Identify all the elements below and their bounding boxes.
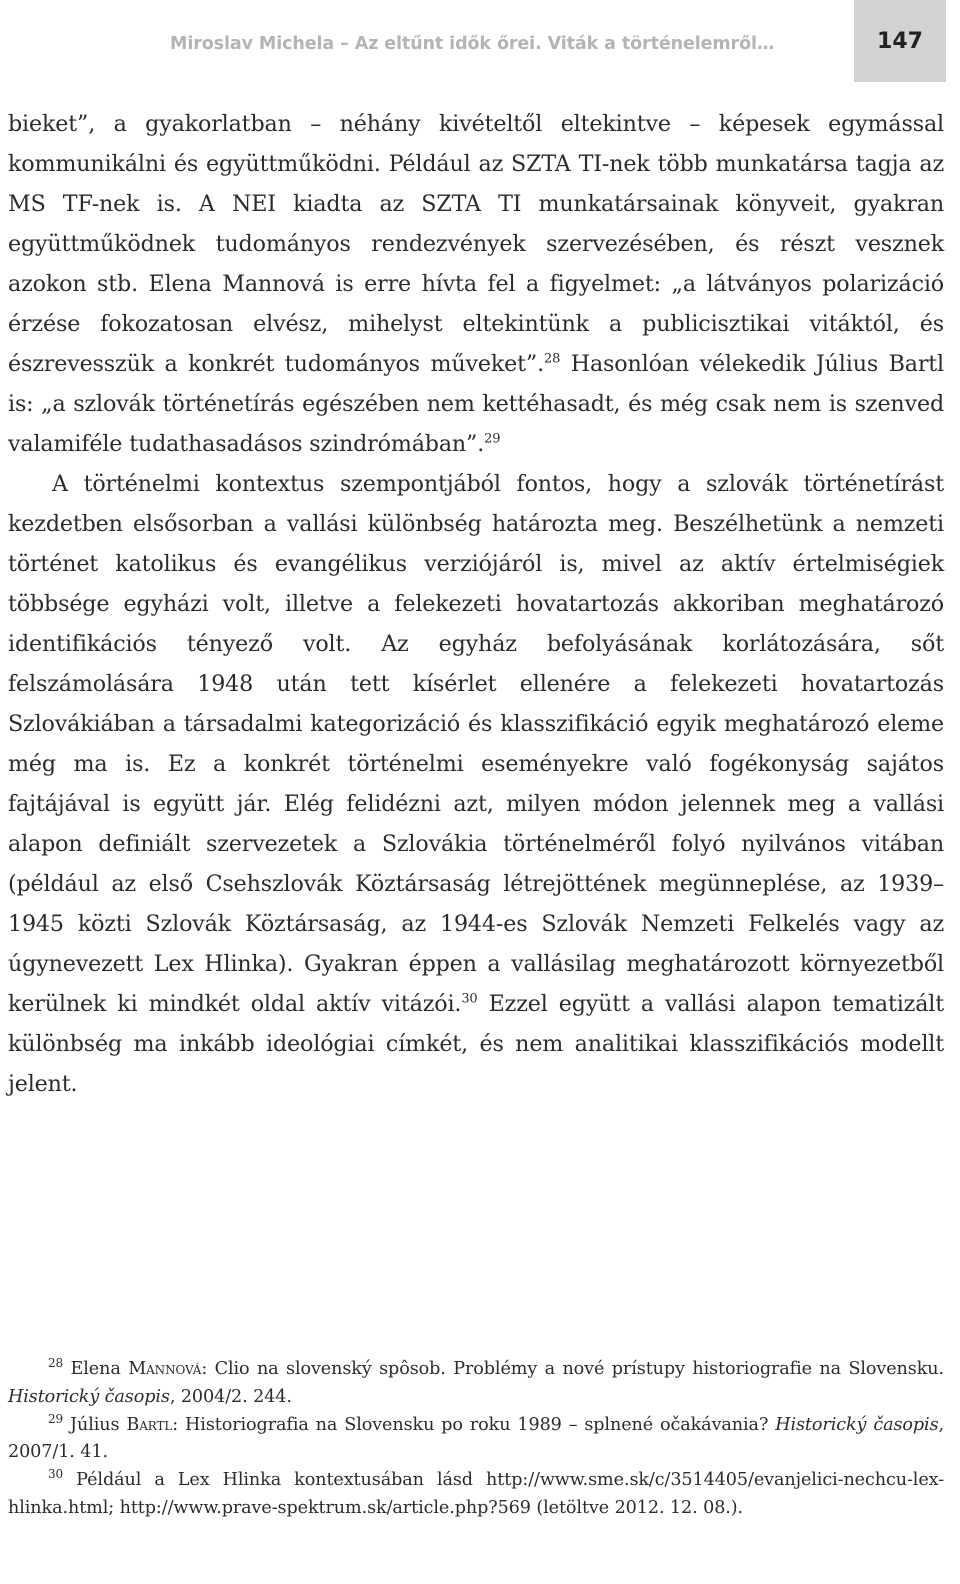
footnote-number: 29	[48, 1411, 64, 1426]
footnote-text: : Historiografia na Slovensku po roku 1989 – splnené očakávania?	[172, 1414, 776, 1435]
footnote-number: 28	[48, 1356, 64, 1371]
footnote-author-first: Elena	[70, 1359, 129, 1379]
footnote-author-first: Július	[70, 1414, 127, 1435]
footnote-citation: , 2007/1. 41.	[8, 1414, 945, 1463]
page-number: 147	[854, 0, 946, 82]
paragraph-1-part-1: bieket”, a gyakorlatban – néhány kivételtől eltekintve – képesek egymással kommunikálni és együttműködni. Például az SZTA TI-nek több munkatársa tagja az MS TF-nek is. A NEI kiadta az SZTA TI munkatársainak könyveit, gyakran együttműködnek tudományos rendezvények szervezésében, és részt vesznek azokon stb. Elena Mannová is erre hívta fel a figyelmet: „a látványos polarizáció érzése fokozatosan elvész, mihelyst eltekintünk a publicisztikai vitáktól, és észrevesszük a konkrét tudományos műveket”.	[8, 111, 944, 377]
footnote-author-last: Mannová	[128, 1359, 202, 1379]
footnote-ref-29[interactable]: 29	[484, 431, 501, 447]
main-text	[8, 104, 944, 1104]
footnote-29	[8, 1412, 944, 1468]
paragraph-2-part-2: Ezzel együtt a vallási alapon tematizált különbség ma inkább ideológiai címkét, és nem analitikai klasszifikációs modellt jelent.	[8, 991, 945, 1097]
footnote-text: : Clio na slovenský spôsob. Problémy a nové prístupy historiografie na Slovensku.	[201, 1359, 945, 1379]
paragraph-2	[8, 464, 944, 1104]
footnote-journal: Historický časopis	[775, 1414, 939, 1435]
footnote-author-last: Bartl	[126, 1414, 173, 1435]
footnote-text[interactable]: Például a Lex Hlinka kontextusában lásd http://www.sme.sk/c/3514405/evanjelici-nechcu-lex-hlinka.html; http://www.prave-spektrum.sk/article.php?569 (letöltve 2012. 12. 08.).	[8, 1470, 944, 1518]
footnotes	[8, 1356, 944, 1523]
running-title: Miroslav Michela – Az eltűnt idők őrei. Viták a történelemről…	[170, 34, 775, 54]
footnote-number: 30	[48, 1467, 64, 1482]
footnote-ref-28[interactable]: 28	[543, 351, 561, 367]
footnote-30	[8, 1467, 944, 1523]
footnote-28	[8, 1356, 944, 1412]
paragraph-1-part-2: Hasonlóan vélekedik Július Bartl is: „a szlovák történetírás egészében nem kettéhasadt, és még csak nem is szenved valamiféle tudathasadásos szindrómában”.	[8, 351, 945, 457]
footnote-citation: , 2004/2. 244.	[169, 1386, 292, 1407]
page-header	[0, 0, 960, 82]
paragraph-2-part-1: A történelmi kontextus szempontjából fontos, hogy a szlovák történetírást kezdetben elsősorban a vallási különbség határozta meg. Beszélhetünk a nemzeti történet katolikus és evangélikus verziójáról is, mivel az aktív értelmiségiek többsége egyházi volt, illetve a felekezeti hovatartozás akkoriban meghatározó identifikációs tényező volt. Az egyház befolyásának korlátozására, sőt felszámolására 1948 után tett kísérlet ellenére a felekezeti hovatartozás Szlovákiában a társadalmi kategorizáció és klasszifikáció egyik meghatározó eleme még ma is. Ez a konkrét történelmi eseményekre való fogékonyság sajátos fajtájával is együtt jár. Elég felidézni azt, milyen módon jelennek meg a vallási alapon definiált szervezetek a Szlovákia történelméről folyó nyilvános vitában (például az első Csehszlovák Köztársaság létrejöttének megünneplése, az 1939–1945 közti Szlovák Köztársaság, az 1944-es Szlovák Nemzeti Felkelés vagy az úgynevezett Lex Hlinka). Gyakran éppen a vallásilag meghatározott környezetből kerülnek ki mindkét oldal aktív vitázói.	[8, 471, 944, 1017]
footnote-journal: Historický časopis	[8, 1386, 170, 1407]
footnote-ref-30[interactable]: 30	[461, 991, 478, 1007]
paragraph-1	[8, 104, 944, 464]
